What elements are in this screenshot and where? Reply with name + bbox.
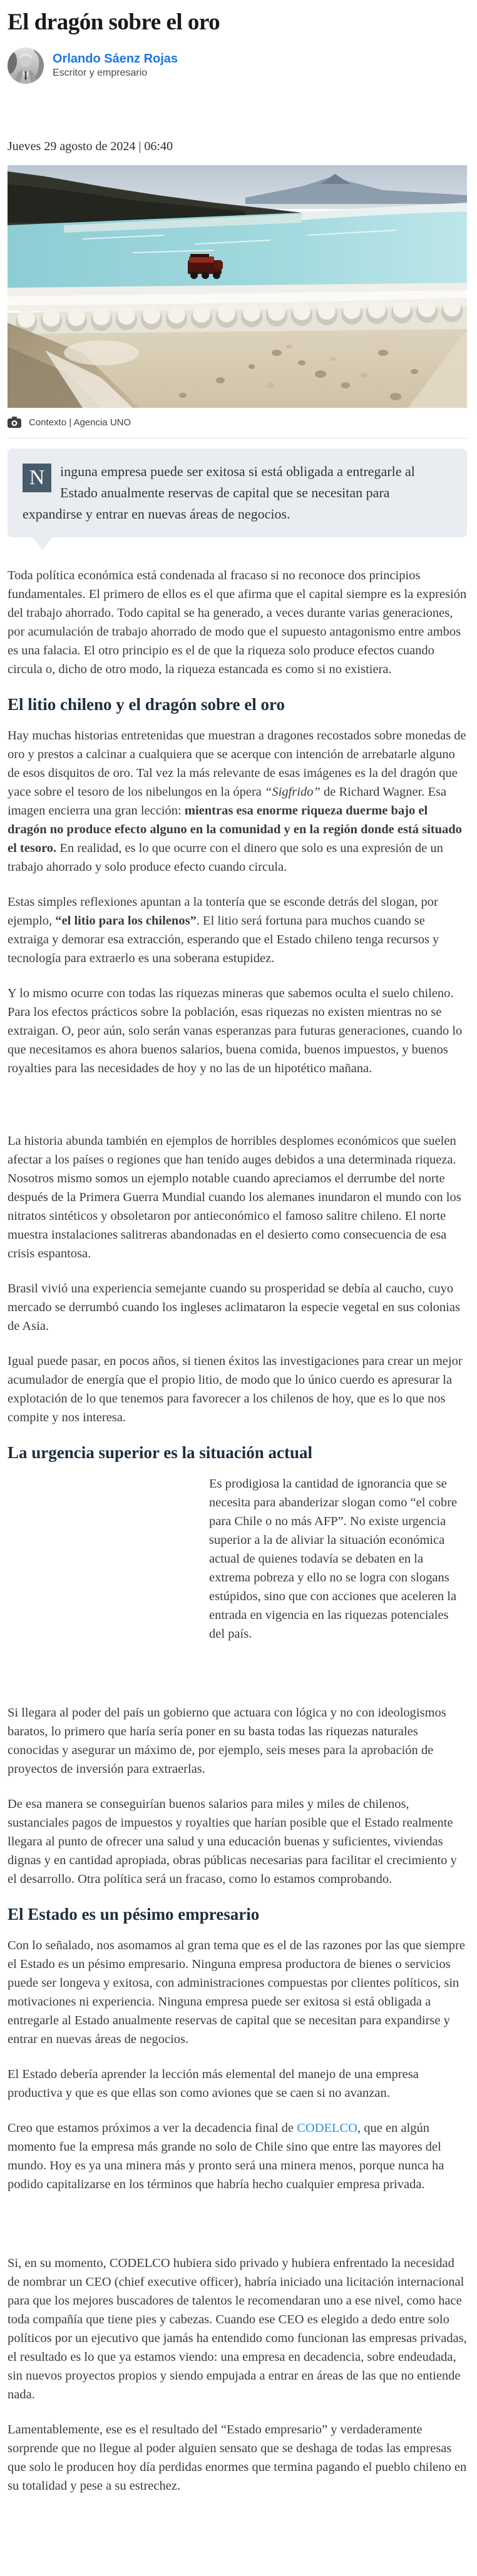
paragraph: Toda política económica está condenada al fracaso si no reconoce dos principios fundamentales. El primero de ellos es el que afirma que el capital siempre es la expresión del trabajo ahorrado. Todo capital se ha generado, a veces durante varias generaciones, por acumulación de trabajo ahorrado de modo que el supuesto antagonismo entre ambos es una falacia. El otro principio es el de que la riqueza solo produce efectos cuando circula o, dicho de otro modo, la riqueza estancada es como si no existiera. [8, 569, 467, 676]
paragraph: Hay muchas historias entretenidas que muestran a dragones recostados sobre monedas de oro y prestos a calcinar a cualquiera que se acerque con intención de arrebatarle alguno de esos disquitos de oro. Tal vez la más relevante de esas imágenes es la del dragón que yace sobre el tesoro de los nibelungos en la ópera “Sigfrido” de Richard Wagner. Esa imagen encierra una gran lección: mientras esa enorme riqueza duerme bajo el dragón no produce efecto alguno en la comunidad y en la región donde está situado el tesoro. En realidad, es lo que ocurre con el dinero que solo es una expresión de un trabajo ahorrado y solo produce efecto cuando circula. [8, 729, 466, 874]
camera-icon [8, 417, 21, 428]
paragraph: Estas simples reflexiones apuntan a la tontería que se esconde detrás del slogan, por ejemplo, “el litio para los chilenos”. El litio será fortuna para muchos cuando se extraiga y demorar esa extracción, esperando que el Estado chileno tenga recursos y tecnología para extraerlo es una soberana estupidez. [8, 895, 439, 965]
ad-placeholder [8, 2194, 467, 2238]
paragraph: Igual puede pasar, en pocos años, si tienen éxitos las investigaciones para crear un mejor acumulador de energía que el propio litio, de modo que lo único cuerdo es apresurar la explotación de lo que tenemos para favorecer a los chilenos de hoy, que es lo que nos compite y nos interesa. [8, 1354, 463, 1424]
section-heading-litio: El litio chileno y el dragón sobre el oro [8, 695, 285, 714]
ad-placeholder [8, 1474, 209, 1656]
lead-quote-text: inguna empresa puede ser exitosa si está obligada a entregarle al Estado anualmente reservas de capital que se necesitan para expandirse y entrar en nuevas áreas de negocios. [23, 464, 415, 522]
author-name-link[interactable]: Orlando Sáenz Rojas [53, 52, 178, 66]
photo-caption: Contexto | Agencia UNO [29, 417, 131, 428]
author-role: Escritor y empresario [53, 68, 148, 78]
paragraph: Es prodigiosa la cantidad de ignorancia que se necesita para abanderizar slogan como “el cobre para Chile o no más AFP”. No existe urgencia superior a la de aliviar la situación económica actual de quienes todavía se debaten en la extrema pobreza y ello no se logra con slogans estúpidos, sino que con acciones que aceleren la entrada en vigencia en las riquezas potenciales del país. [209, 1477, 458, 1641]
wrapped-paragraph-row [8, 1474, 467, 1656]
lead-quote [8, 449, 467, 550]
page-title: El dragón sobre el oro [8, 9, 220, 35]
paragraph: Si llegara al poder del país un gobierno que actuara con lógica y no con ideologismos baratos, lo primero que haría sería poner en su basta todas las riquezas naturales conocidas y asegurar un máximo de, por ejemplo, seis meses para la aprobación de proyectos de inversión para extraerlas. [8, 1706, 446, 1776]
ad-placeholder [8, 1656, 467, 1687]
section-heading-urgencia: La urgencia superior es la situación actual [8, 1443, 313, 1462]
codelco-link[interactable]: CODELCO [297, 2121, 358, 2135]
bold-emphasis: mientras esa enorme riqueza duerme bajo el dragón no produce efecto alguno en la comunidad y en la región donde está situado el tesoro. [8, 804, 462, 855]
section-heading-estado: El Estado es un pésimo empresario [8, 1905, 260, 1924]
article-hero-image [8, 165, 467, 408]
publish-date: Jueves 29 agosto de 2024 | 06:40 [8, 139, 173, 153]
divider [8, 438, 467, 439]
bold-slogan: “el litio para los chilenos” [55, 914, 197, 928]
photo-caption-row [8, 417, 467, 428]
paragraph: Si, en su momento, CODELCO hubiera sido privado y hubiera enfrentado la necesidad de nombrar un CEO (chief executive officer), habría iniciado una licitación internacional para que los mejores buscadores de talentos le recomendaran uno a ese nivel, como hace toda compañía que tiene pies y cabezas. Cuando ese CEO es elegido a dedo entre solo políticos por un ejecutivo que jamás ha entendido como funcionan las empresas privadas, el resultado es lo que ya estamos viendo: una empresa en decadencia, sobre endeudada, sin nuevos proyectos propios y siendo empujada a entrar en áreas de las que no entiende nada. [8, 2256, 467, 2401]
paragraph: Brasil vivió una experiencia semejante cuando su prosperidad se debía al caucho, cuyo mercado se derrumbó cuando los ingleses aclimataron la especie vegetal en sus colonias de Asia. [8, 1282, 460, 1333]
dropcap: N [23, 464, 51, 492]
paragraph: Lamentablemente, ese es el resultado del “Estado empresario” y verdaderamente sorprende que no llegue al poder alguien sensato que se deshaga de todas las empresas que solo le producen hoy día perdidas enormes que termina pagando el pueblo chileno en su totalidad y pese a su estrechez. [8, 2423, 467, 2493]
paragraph: La historia abunda también en ejemplos de horribles desplomes económicos que suelen afectar a los países o regiones que han tenido auges debidos a una determinada riqueza. Nosotros mismo somos un ejemplo notable cuando apreciamos el derrumbe del norte después de la Primera Guerra Mundial cuando los alemanes inundaron el mundo con los nitratos sintéticos y obsoletaron por antieconómico el famoso salitre chileno. El norte muestra instalaciones salitreras abandonadas en el desierto como consecuencia de esa crisis espantosa. [8, 1134, 461, 1260]
paragraph: Con lo señalado, nos asomamos al gran tema que es el de las razones por las que siempre el Estado es un pésimo empresario. Ninguna empresa productora de bienes o servicios puede ser longeva y exitosa, con administraciones compuestas por clientes políticos, sin motivaciones ni experiencia. Ninguna empresa puede ser exitosa si está obligada a entregarle al Estado anualmente reservas de capital que se necesitan para expandirse y entrar en nuevas áreas de negocios. [8, 1939, 465, 2046]
paragraph: De esa manera se conseguirían buenos salarios para miles y miles de chilenos, sustanciales pagos de impuestos y royalties que harían posible que el Estado realmente llegara al punto de ofrecer una salud y una educación buenas y suficientes, viviendas dignas y en cantidad apropiada, obras públicas necesarias para facilitar el crecimiento y el desarrollo. Otra política será un fracaso, como lo estamos comprobando. [8, 1797, 457, 1886]
avatar[interactable] [8, 48, 44, 84]
ad-placeholder [8, 1078, 467, 1115]
author-photo [8, 48, 44, 84]
paragraph: Creo que estamos próximos a ver la decadencia final de CODELCO, que en algún momento fue la empresa más grande no solo de Chile sino que entre las mayores del mundo. Hoy es ya una minera más y pronto será una minera menos, porque nunca ha podido capitalizarse en los términos que habría hecho cualquier empresa privada. [8, 2121, 444, 2191]
author-block [8, 48, 467, 84]
paragraph: Y lo mismo ocurre con todas las riquezas mineras que sabemos oculta el suelo chileno. Para los efectos prácticos sobre la población, esas riquezas no existen mientras no se extraigan. O, peor aún, solo serán vanas esperanzas para futuras generaciones, cuando lo que necesitamos es ahora buenos salarios, buena comida, buenos impuestos, y buenos royalties para las necesidades de hoy y no las de un hipotético mañana. [8, 986, 463, 1075]
italic-title: “Sigfrido” [265, 785, 321, 799]
paragraph: El Estado debería aprender la lección más elemental del manejo de una empresa productiva y que es que ellas son como aviones que se caen si no avanzan. [8, 2067, 419, 2100]
article-hero-figure [8, 165, 467, 408]
quote-tail [33, 537, 53, 550]
